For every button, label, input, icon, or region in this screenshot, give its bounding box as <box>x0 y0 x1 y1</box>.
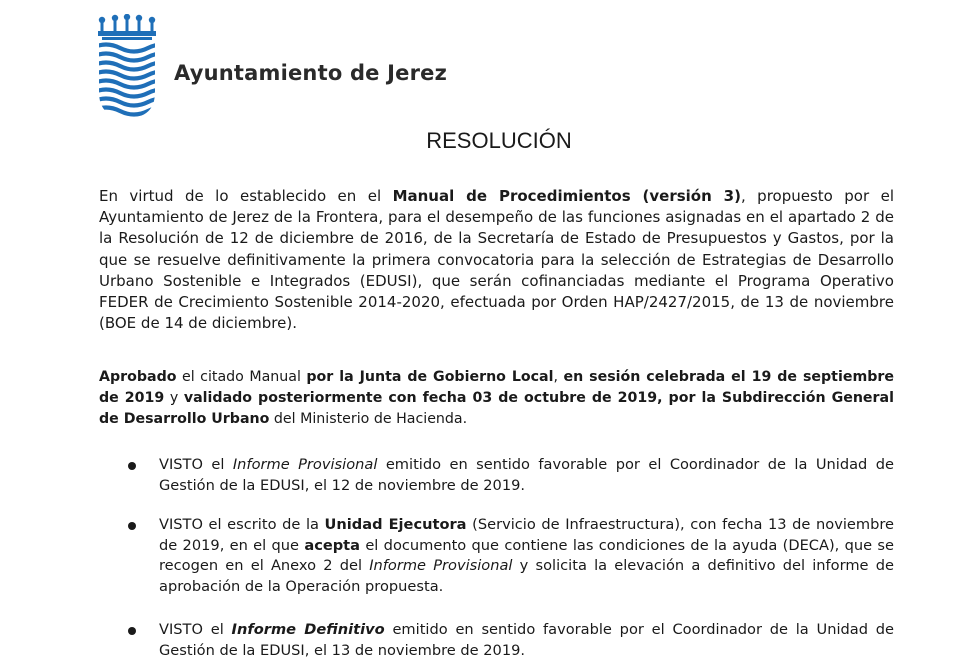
organization-name: Ayuntamiento de Jerez <box>174 61 448 85</box>
text-run: por la Junta de Gobierno Local <box>306 369 554 385</box>
paragraph-aprobado <box>99 367 894 430</box>
bullet-icon <box>128 462 136 470</box>
bullet-icon <box>128 627 136 635</box>
text-run: Unidad Ejecutora <box>324 516 467 533</box>
text-run: validado posteriormente con fecha 03 de octubre de 2019, por la Subdirección General de Desarrollo Urbano <box>99 390 894 427</box>
text-run: En virtud de lo establecido en el <box>99 187 393 205</box>
text-run: , propuesto por el Ayuntamiento de Jerez de la Frontera, para el desempeño de las funciones asignadas en el apartado 2 de la Resolución de 12 de diciembre de 2016, de la Secretaría de Estado de Presupuestos y Gastos, por la que se resuelve definitivamente la primera convocatoria para la selección de Estrategias de Desarrollo Urbano Sostenible e Integrados (EDUSI), que serán cofinanciadas mediante el Programa Operativo FEDER de Crecimiento Sostenible 2014-2020, efectuada por Orden HAP/2427/2015, de 13 de noviembre (BOE de 14 de diciembre). <box>99 187 894 333</box>
text-run: emitido en sentido favorable por el Coordinador de la Unidad de Gestión de la EDUSI, el 13 de noviembre de 2019. <box>159 621 894 659</box>
text-run: Aprobado <box>99 369 177 385</box>
paragraph-manual-procedimientos <box>99 186 894 334</box>
text-run: y <box>164 390 184 406</box>
text-run: Informe Provisional <box>232 456 378 473</box>
text-run: acepta <box>304 536 361 554</box>
text-run: Informe Provisional <box>369 557 513 574</box>
text-run: del Ministerio de Hacienda. <box>269 411 468 427</box>
text-run: VISTO el <box>159 621 232 638</box>
list-item-unidad-ejecutora <box>159 515 894 597</box>
text-run: y solicita la elevación a definitivo del informe de aprobación de la Operación propuesta. <box>159 557 894 595</box>
document-title: RESOLUCIÓN <box>426 128 572 153</box>
text-run: emitido en sentido favorable por el Coordinador de la Unidad de Gestión de la EDUSI, el 12 de noviembre de 2019. <box>159 456 894 494</box>
text-run: (Servicio de Infraestructura), con fecha 13 de noviembre de 2019, en el que <box>159 516 894 554</box>
list-item-informe-provisional <box>159 455 894 496</box>
text-run: Manual de Procedimientos (versión 3) <box>392 187 741 205</box>
text-run: VISTO el <box>159 456 233 473</box>
text-run: Informe Definitivo <box>231 621 385 638</box>
text-run: , <box>553 369 564 385</box>
text-run: el documento que contiene las condiciones de la ayuda (DECA), que se recogen en el Anexo 2 del <box>159 536 895 574</box>
bullet-icon <box>128 522 136 530</box>
text-run: el citado Manual <box>176 369 307 385</box>
text-run: en sesión celebrada el 19 de septiembre de 2019 <box>99 369 895 406</box>
text-run: VISTO el escrito de la <box>159 516 325 533</box>
list-item-informe-definitivo <box>159 620 894 661</box>
jerez-coat-of-arms-logo <box>96 14 158 120</box>
